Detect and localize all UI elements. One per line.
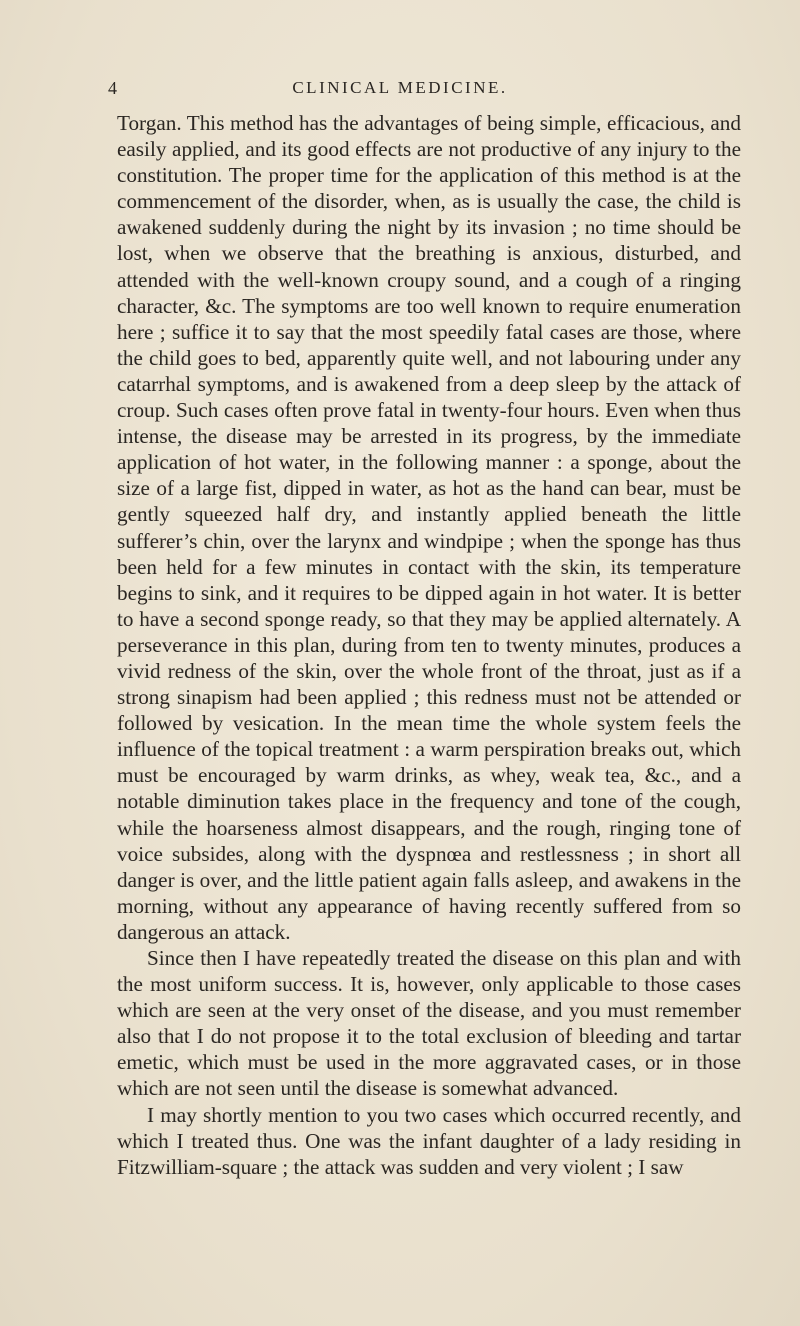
paragraph-2: Since then I have repeatedly treated the disease on this plan and with the most uniform success. It is, however, only applicable to those cases which are seen at the very onset of the disease, and you must remember also that I do not propose it to the total exclusion of bleeding and tartar emetic, which must be used in the more aggravated cases, or in those which are not seen until the disease is somewhat advanced.: [117, 946, 741, 1101]
paragraph-1: Torgan. This method has the advantages of being simple, efficacious, and easily applied, and its good effects are not productive of any injury to the constitution. The proper time for the application of this method is at the commencement of the disorder, when, as is usually the case, the child is awakened suddenly during the night by its invasion ; no time should be lost, when we observe that the breathing is anxious, disturbed, and attended with the well-known croupy sound, and a cough of a ringing character, &c. The symptoms are too well known to require enumeration here ; suffice it to say that the most speedily fatal cases are those, where the child goes to bed, apparently quite well, and not labouring under any catarrhal symptoms, and is awakened from a deep sleep by the attack of croup. Such cases often prove fatal in twenty-four hours. Even when thus intense, the disease may be arrested in its progress, by the immediate application of hot water, in the following manner : a sponge, about the size of a large fist, dipped in water, as hot as the hand can bear, must be gently squeezed half dry, and instantly applied beneath the little sufferer’s chin, over the larynx and windpipe ; when the sponge has thus been held for a few minutes in contact with the skin, its temperature begins to sink, and it requires to be dipped again in hot water. It is better to have a second sponge ready, so that they may be applied alternately. A perseverance in this plan, during from ten to twenty minutes, produces a vivid redness of the skin, over the whole front of the throat, just as if a strong sinapism had been applied ; this redness must not be attended or followed by vesication. In the mean time the whole system feels the influence of the topical treatment : a warm perspiration breaks out, which must be encouraged by warm drinks, as whey, weak tea, &c., and a notable diminution takes place in the frequency and tone of the cough, while the hoarseness almost disappears, and the rough, ringing tone of voice subsides, along with the dyspnœa and restlessness ; in short all danger is over, and the little patient again falls asleep, and awakens in the morning, without any appearance of having recently suffered from so dangerous an attack.: [117, 111, 741, 944]
body-text: [117, 110, 741, 1180]
running-head: CLINICAL MEDICINE.: [292, 78, 508, 97]
page-header: [0, 64, 800, 98]
paragraph-3: I may shortly mention to you two cases which occurred recently, and which I treated thus. One was the infant daughter of a lady residing in Fitzwilliam-square ; the attack was sudden and very violent ; I saw: [117, 1102, 741, 1179]
page-number: 4: [108, 78, 117, 98]
